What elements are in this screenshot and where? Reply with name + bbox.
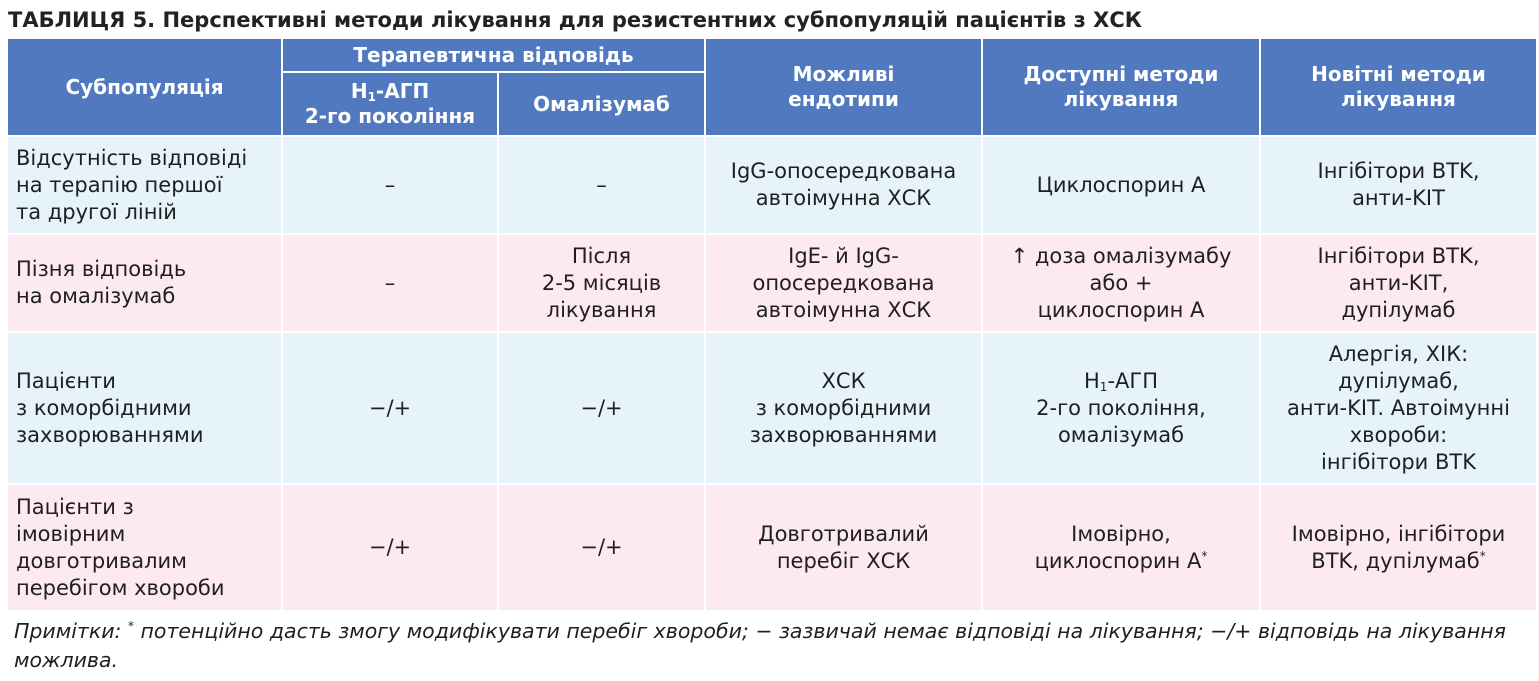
cell-subpopulation: Пацієнти з імовірним довготривалим перебігом хвороби — [7, 484, 282, 611]
cell-novel: Інгібітори BTK, анти-KIT — [1260, 136, 1537, 234]
cell-endotypes: IgE- й IgG- опосередкована автоімунна ХСК — [705, 234, 982, 332]
cell-endotypes: ХСК з коморбідними захворюваннями — [705, 332, 982, 484]
cell-subpopulation: Пізня відповідь на омалізумаб — [7, 234, 282, 332]
cell-available: ↑ доза омалізумабу або + циклоспорин А — [982, 234, 1260, 332]
table-note: Примітки: * потенційно дасть змогу модифікувати перебіг хвороби; − зазвичай немає відповіді на лікування; −/+ відповідь на лікування можлива. — [14, 619, 1506, 672]
cell-omalizumab: −/+ — [498, 332, 705, 484]
cell-h1-agp: – — [282, 234, 498, 332]
cell-subpopulation: Пацієнти з коморбідними захворюваннями — [7, 332, 282, 484]
header-h1-agp: $H_1$-АГП 2-го покоління — [282, 72, 498, 136]
cell-available: $H_1$-АГП 2-го покоління, омалізумаб — [982, 332, 1260, 484]
cell-endotypes: IgG-опосередкована автоімунна ХСК — [705, 136, 982, 234]
table-row — [7, 234, 1537, 332]
header-available-methods: Доступні методи лікування — [982, 38, 1260, 136]
cell-h1-agp: −/+ — [282, 332, 498, 484]
cell-h1-agp: −/+ — [282, 484, 498, 611]
cell-available: Імовірно, циклоспорин А* — [982, 484, 1260, 611]
cell-subpopulation: Відсутність відповіді на терапію першої та другої ліній — [7, 136, 282, 234]
cell-novel: Інгібітори BTK, анти-KIT, дупілумаб — [1260, 234, 1537, 332]
table-title: ТАБЛИЦЯ 5. Перспективні методи лікування для резистентних субпопуляцій пацієнтів з ХСК — [8, 8, 1142, 32]
table-row — [7, 332, 1537, 484]
cell-h1-agp: – — [282, 136, 498, 234]
header-endotypes: Можливі ендотипи — [705, 38, 982, 136]
arrow-up-icon: ↑ — [1010, 243, 1029, 268]
cell-available: Циклоспорин А — [982, 136, 1260, 234]
table-row — [7, 136, 1537, 234]
cell-omalizumab: −/+ — [498, 484, 705, 611]
header-novel-methods: Новітні методи лікування — [1260, 38, 1537, 136]
header-subpopulation: Субпопуляція — [7, 38, 282, 136]
cell-omalizumab: Після 2-5 місяців лікування — [498, 234, 705, 332]
cell-novel: Алергія, ХІК: дупілумаб, анти-KIT. Автоімунні хвороби: інгібітори BTK — [1260, 332, 1537, 484]
cell-endotypes: Довготривалий перебіг ХСК — [705, 484, 982, 611]
cell-omalizumab: – — [498, 136, 705, 234]
table-row — [7, 484, 1537, 611]
header-therapeutic-response: Терапевтична відповідь — [282, 38, 705, 72]
header-omalizumab: Омалізумаб — [498, 72, 705, 136]
cell-novel: Імовірно, інгібітори BTK, дупілумаб* — [1260, 484, 1537, 611]
treatment-table — [6, 37, 1538, 612]
